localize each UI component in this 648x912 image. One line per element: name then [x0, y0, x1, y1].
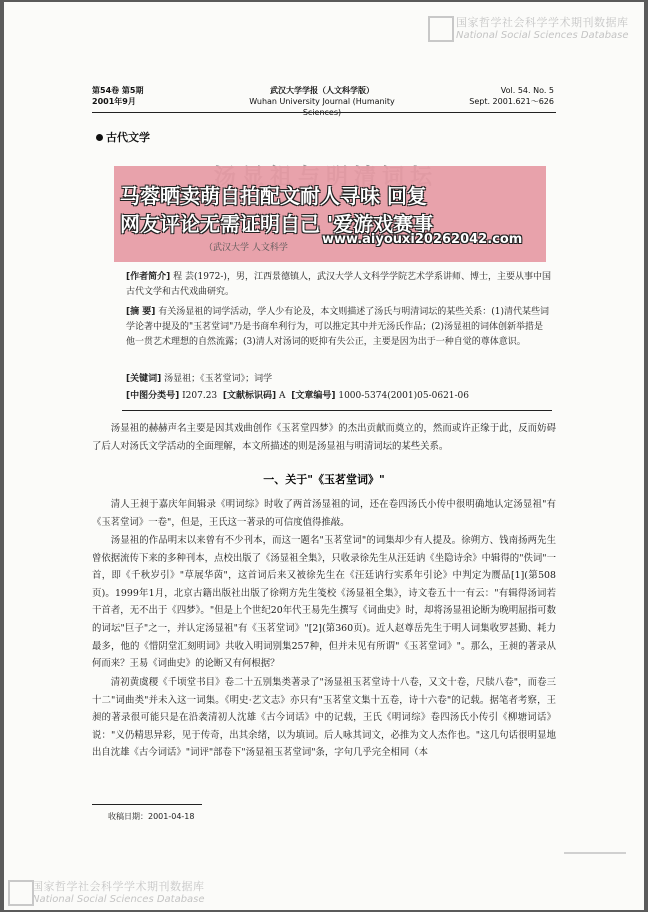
volume-en: Vol. 54. No. 5	[500, 86, 554, 95]
watermark-top-en: National Social Sciences Database	[456, 30, 629, 41]
watermark-top	[456, 14, 629, 41]
journal-name-cn: 武汉大学学报（人文科学版）	[270, 86, 374, 95]
journal-name-en: Wuhan University Journal (Humanity Sciences)	[249, 97, 395, 117]
article-value: 1000-5374(2001)05-0621-06	[338, 391, 470, 401]
author-affiliation: （武汉大学 人文科学	[204, 243, 288, 253]
ad-url[interactable]: www.aiyouxi20262042.com	[322, 232, 523, 247]
ad-headline-line1[interactable]: 马蓉晒卖萌自拍配文耐人寻味 回复	[120, 184, 427, 208]
watermark-bottom-en: National Social Sciences Database	[32, 894, 205, 905]
volume-cn: 第54卷 第5期	[92, 86, 144, 95]
scroll-indicator	[564, 852, 626, 854]
keywords	[126, 372, 552, 387]
section-label	[96, 129, 150, 145]
footnote-rule	[92, 804, 202, 805]
clc-value: I207.23	[182, 391, 218, 401]
article-label: [文章编号]	[291, 391, 336, 401]
abstract-text: 有关汤显祖的词学活动，学人少有论及，本文则描述了汤氏与明清词坛的某些关系：(1)清代某些词学论著中提及的"玉茗堂词"乃是书商牟利行为，可以推定其中并无汤氏作品；(2)汤显祖的词体创新举措是他一贯艺术理想的自然流露；(3)清人对汤词的贬抑有失公正，主要是因为出于一种自觉的尊体意识。	[126, 307, 550, 347]
keywords-label: [关键词]	[126, 374, 162, 384]
date-cn: 2001年9月	[92, 97, 136, 106]
running-header	[92, 85, 554, 115]
section-heading: 一、关于"《玉茗堂词》"	[263, 473, 385, 486]
watermark-bottom	[32, 878, 205, 905]
body-paragraph: 清初黄虞稷《千顷堂书目》卷二十五别集类著录了"汤显祖玉茗堂诗十八卷，又文十卷，尺牍八卷"，而卷三十二"词曲类"并未入这一词集。《明史·艺文志》亦只有"玉茗堂文集十五卷，诗十六卷"的记载。据笔者考察，王昶的著录很可能只是在沿袭清初人沈雄《古今词话》中的记载，王氏《明词综》卷四汤氏小传引《柳塘词话》说："义仍精思异彩，见于传奇，出其余绪，以为填词。后人咏其词文，必推为文人杰作也。"这几句话很明显地出自沈雄《古今词话》"词评"部卷下"汤显祖玉茗堂词"条，字句几乎完全相同（本	[92, 677, 556, 759]
doc-value: A	[279, 391, 286, 401]
abstract	[126, 305, 552, 350]
author-text: 程 芸(1972-)，男，江西景德镇人，武汉大学人文科学学院艺术学系讲师、博士，主要从事中国古代文学和古代戏曲研究。	[126, 272, 551, 297]
body-paragraph: 汤显祖的作品明末以来曾有不少刊本，而这一题名"玉茗堂词"的词集却少有人提及。徐朔方、钱南扬两先生曾依据流传下来的多种刊本，点校出版了《汤显祖全集》，只收录徐先生从汪廷讷《坐隐诗余》中辑得的"佚词"一首，即《千秋岁引》"草展华茵"，这首词后来又被徐先生在《汪廷讷行实系年引论》中判定为赝品[1](第508页)。1999年1月，北京古籍出版社出版了徐朔方先生笺校《汤显祖全集》，诗文卷五十一有云："有辑得汤词若干首者，无不出于《四梦》。"但是上个世纪20年代王易先生撰写《词曲史》时，却将汤显祖论断为晚明屈指可数的词坛"巨子"之一，并认定汤显祖"有《玉茗堂词》"[2](第360页)。近人赵尊岳先生于明人词集收罗甚勤、耗力最多，他的《惜阴堂汇刻明词》共收入明词别集257种，但并未见有所谓"《玉茗堂词》"。那么，王昶的著录从何而来？王易《词曲史》的论断又有何根据？	[92, 535, 556, 670]
abstract-label: [摘 要]	[126, 307, 156, 317]
section-text: 古代文学	[106, 131, 150, 144]
body-paragraph: 清人王昶于嘉庆年间辑录《明词综》时收了两首汤显祖的词，还在卷四汤氏小传中很明确地认定汤显祖"有《玉茗堂词》一卷"，但是，王氏这一著录的可信度值得推敲。	[92, 499, 556, 528]
meta-rule	[122, 410, 552, 411]
header-rule	[92, 112, 556, 113]
received-date: 收稿日期：2001-04-18	[108, 812, 195, 821]
database-logo-icon	[428, 16, 454, 42]
ad-headline-line2[interactable]: 网友评论无需证明自己 '爱游戏赛事	[120, 212, 434, 236]
watermark-top-cn: 国家哲学社会科学学术期刊数据库	[456, 16, 629, 29]
date-en: Sept. 2001.621～626	[469, 97, 554, 106]
classification-line	[126, 389, 552, 404]
keywords-text: 汤显祖；《玉茗堂词》；词学	[164, 374, 273, 384]
author-label: [作者简介]	[126, 272, 171, 282]
bullet-icon	[96, 134, 103, 141]
intro-paragraph: 汤显祖的赫赫声名主要是因其戏曲创作《玉茗堂四梦》的杰出贡献而奠立的，然而或许正缘于此，反而妨碍了后人对汤氏文学活动的全面理解，本文所描述的则是汤显祖与明清词坛的某些关系。	[92, 423, 556, 452]
author-bio	[126, 270, 552, 300]
clc-label: [中图分类号]	[126, 391, 180, 401]
doc-label: [文献标识码]	[222, 391, 277, 401]
journal-page	[4, 2, 644, 910]
database-logo-icon	[8, 880, 34, 906]
watermark-bottom-cn: 国家哲学社会科学学术期刊数据库	[32, 880, 205, 893]
